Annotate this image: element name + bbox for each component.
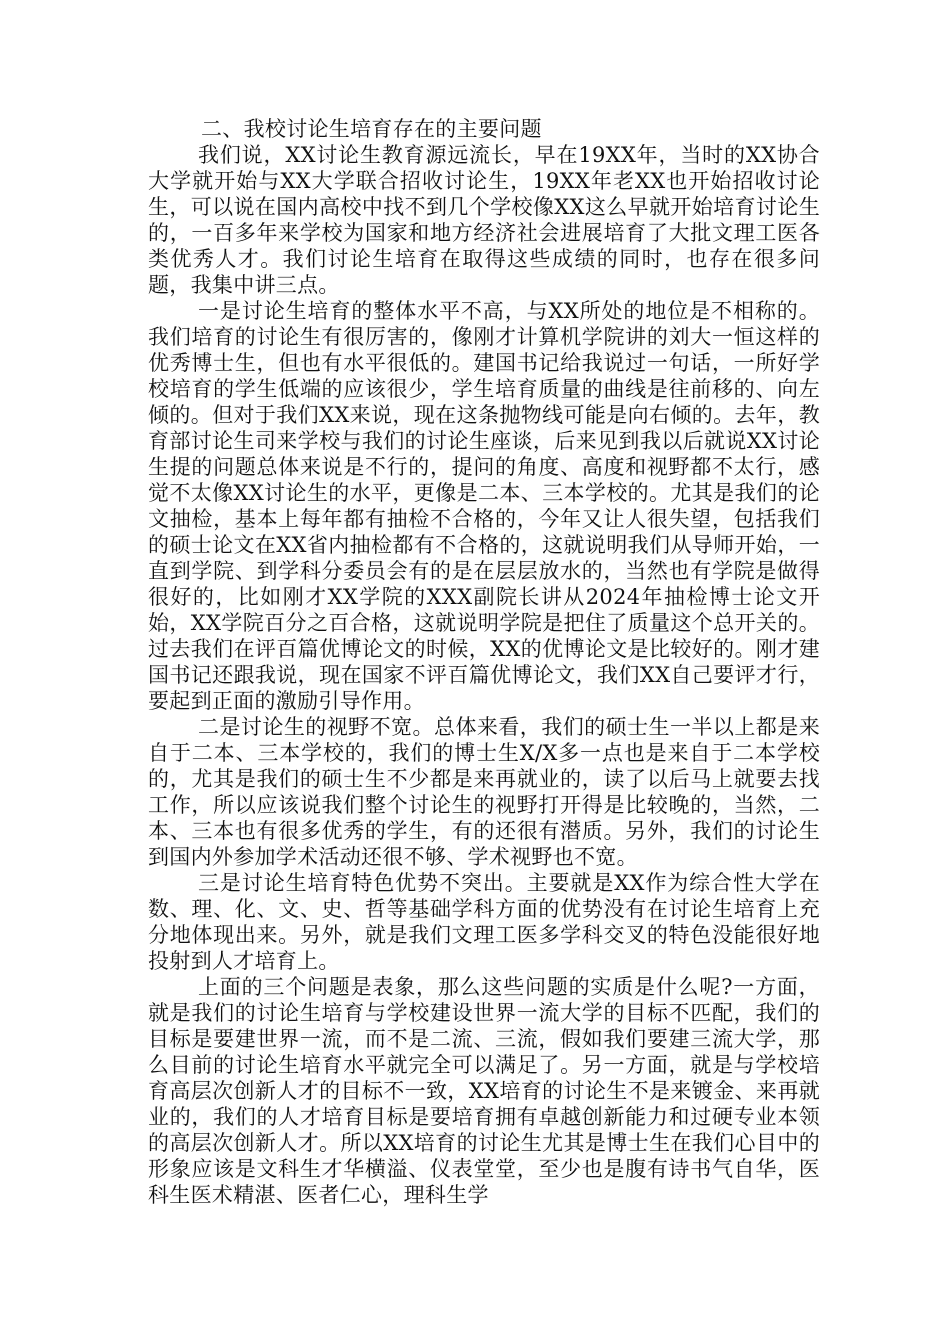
paragraph-point-two: 二是讨论生的视野不宽。总体来看，我们的硕士生一半以上都是来自于二本、三本学校的，我们的博士生X/X多一点也是来自于二本学校的，尤其是我们的硕士生不少都是来再就业的，读了以后马上就要去找工作，所以应该说我们整个讨论生的视野打开得是比较晚的，当然，二本、三本也有很多优秀的学生，有的还很有潜质。另外，我们的讨论生到国内外参加学术活动还很不够、学术视野也不宽。 <box>148 715 820 869</box>
paragraph-essence: 上面的三个问题是表象，那么这些问题的实质是什么呢?一方面，就是我们的讨论生培育与学校建设世界一流大学的目标不匹配，我们的目标是要建世界一流，而不是二流、三流，假如我们要建三流大学，那么目前的讨论生培育水平就完全可以满足了。另一方面，就是与学校培育高层次创新人才的目标不一致，XX培育的讨论生不是来镀金、来再就业的，我们的人才培育目标是要培育拥有卓越创新能力和过硬专业本领的高层次创新人才。所以XX培育的讨论生尤其是博士生在我们心目中的形象应该是文科生才华横溢、仪表堂堂，至少也是腹有诗书气自华，医科生医术精湛、医者仁心，理科生学 <box>148 975 820 1207</box>
paragraph-point-one: 一是讨论生培育的整体水平不高，与XX所处的地位是不相称的。我们培育的讨论生有很厉害的，像刚才计算机学院讲的刘大一恒这样的优秀博士生，但也有水平很低的。建国书记给我说过一句话，一所好学校培育的学生低端的应该很少，学生培育质量的曲线是往前移的、向左倾的。但对于我们XX来说，现在这条抛物线可能是向右倾的。去年，教育部讨论生司来学校与我们的讨论生座谈，后来见到我以后就说XX讨论生提的问题总体来说是不行的，提问的角度、高度和视野都不太行，感觉不太像XX讨论生的水平，更像是二本、三本学校的。尤其是我们的论文抽检，基本上每年都有抽检不合格的，今年又让人很失望，包括我们的硕士论文在XX省内抽检都有不合格的，这就说明我们从导师开始，一直到学院、到学科分委员会有的是在层层放水的，当然也有学院是做得很好的，比如刚才XX学院的XXX副院长讲从2024年抽检博士论文开始，XX学院百分之百合格，这就说明学院是把住了质量这个总开关的。过去我们在评百篇优博论文的时候，XX的优博论文是比较好的。刚才建国书记还跟我说，现在国家不评百篇优博论文，我们XX自己要评才行，要起到正面的激励引导作用。 <box>148 299 820 713</box>
paragraph-point-three: 三是讨论生培育特色优势不突出。主要就是XX作为综合性大学在数、理、化、文、史、哲等基础学科方面的优势没有在讨论生培育上充分地体现出来。另外，就是我们文理工医多学科交叉的特色没能很好地投射到人才培育上。 <box>148 871 820 973</box>
document-page <box>148 116 820 1208</box>
section-heading: 二、我校讨论生培育存在的主要问题 <box>201 117 542 141</box>
paragraph-intro: 我们说，XX讨论生教育源远流长，早在19XX年，当时的XX协合大学就开始与XX大学联合招收讨论生，19XX年老XX也开始招收讨论生，可以说在国内高校中找不到几个学校像XX这么早就开始培育讨论生的，一百多年来学校为国家和地方经济社会进展培育了大批文理工医各类优秀人才。我们讨论生培育在取得这些成绩的同时，也存在很多问题，我集中讲三点。 <box>148 143 820 297</box>
